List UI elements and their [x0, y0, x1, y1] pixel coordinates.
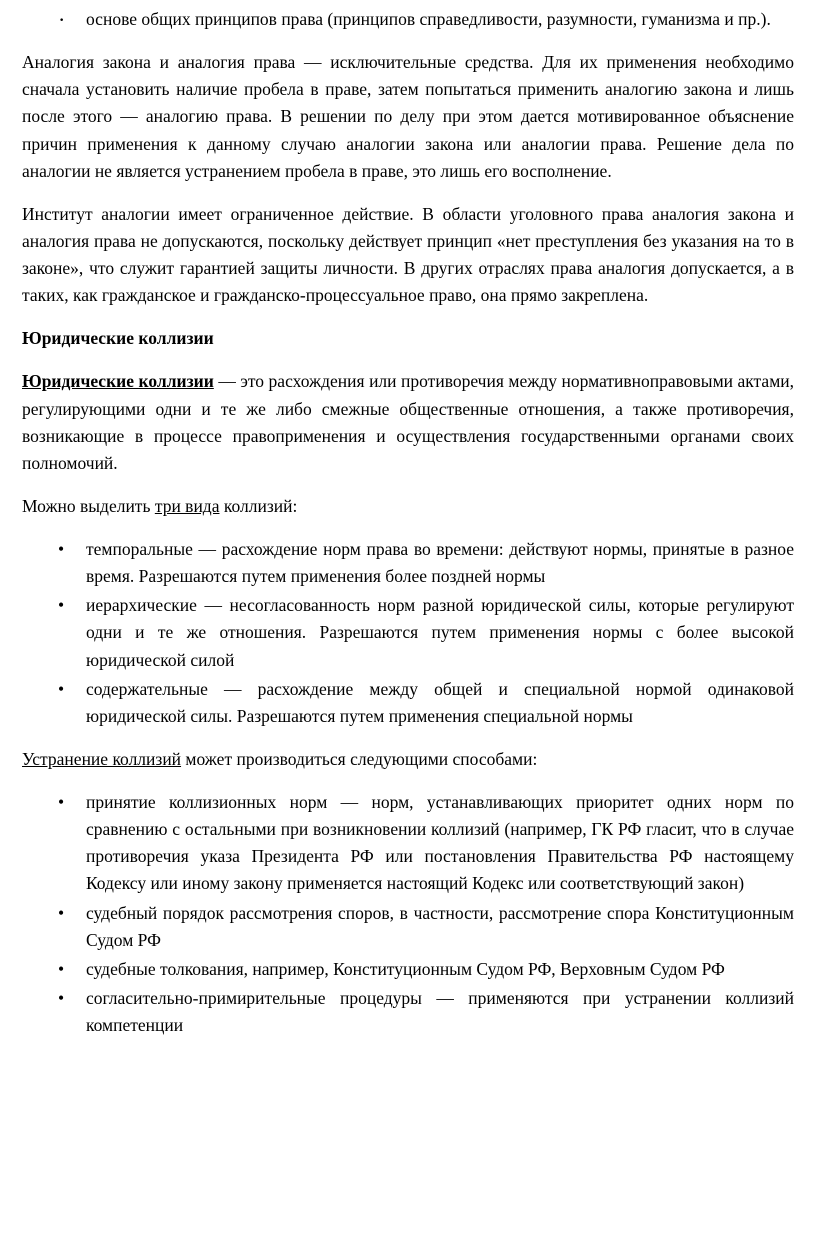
removal-methods-list	[22, 789, 794, 1039]
removal-intro-after: может производиться следующими способами:	[181, 748, 538, 769]
list-item: · основе общих принципов права (принципов справедливости, разумности, гуманизма и пр.).	[22, 6, 794, 33]
list-item: • содержательные — расхождение между общей и специальной нормой одинаковой юридической силы. Разрешаются путем применения специальной нормы	[22, 676, 794, 730]
paragraph-institute: Институт аналогии имеет ограниченное действие. В области уголовного права аналогия закона и аналогия права не допускаются, поскольку действует принцип «нет преступления без указания на то в законе», что служит гарантией защиты личности. В других отраслях права аналогия допускается, а в таких, как гражданское и гражданско-процессуальное право, она прямо закреплена.	[22, 203, 794, 306]
list-item: • принятие коллизионных норм — норм, устанавливающих приоритет одних норм по сравнению с остальными при возникновении коллизий (например, ГК РФ гласит, что в случае противоречия указа Президента РФ или постановления Правительства РФ настоящему Кодексу или иному закону применяется настоящий Кодекс или соответствующий закон)	[22, 789, 794, 898]
paragraph-kinds-intro	[22, 493, 794, 520]
definition-rest: — это расхождения или противоречия между нормативноправовыми актами, регулирующими одни и те же либо смежные общественные отношения, а также противоречия, возникающие в процессе правоприменения и осуществления государственными органами своих полномочий.	[22, 371, 795, 473]
list-item: • судебный порядок рассмотрения споров, в частности, рассмотрение спора Конституционным Судом РФ	[22, 900, 794, 954]
heading-legal-collisions: Юридические коллизии	[22, 328, 214, 349]
paragraph-definition	[22, 368, 794, 477]
kinds-intro-underlined: три вида	[154, 495, 220, 516]
list-item: • согласительно-примирительные процедуры — применяются при устранении коллизий компетенции	[22, 985, 794, 1039]
list-item: • темпоральные — расхождение норм права во времени: действуют нормы, принятые в разное время. Разрешаются путем применения более поздней нормы	[22, 536, 794, 590]
paragraph-analogy: Аналогия закона и аналогия права — исключительные средства. Для их применения необходимо сначала установить наличие пробела в праве, затем попытаться применить аналогию закона и лишь после этого — аналогию права. В решении по делу при этом дается мотивированное объяснение причин применения к данному случаю аналогии закона или аналогии права. Решение дела по аналогии не является устранением пробела в праве, это лишь его восполнение.	[22, 52, 794, 181]
kinds-list	[22, 536, 794, 730]
list-item: • судебные толкования, например, Конституционным Судом РФ, Верховным Судом РФ	[22, 956, 794, 983]
kinds-intro-after: коллизий:	[219, 495, 298, 516]
paragraph-removal-intro	[22, 746, 794, 773]
kinds-intro-before: Можно выделить	[22, 495, 155, 516]
intro-bullet-list	[22, 6, 794, 33]
definition-term: Юридические коллизии	[22, 371, 214, 392]
list-item: • иерархические — несогласованность норм разной юридической силы, которые регулируют одни и те же отношения. Разрешаются путем применения нормы с более высокой юридической силой	[22, 592, 794, 673]
removal-intro-underlined: Устранение коллизий	[22, 748, 182, 769]
